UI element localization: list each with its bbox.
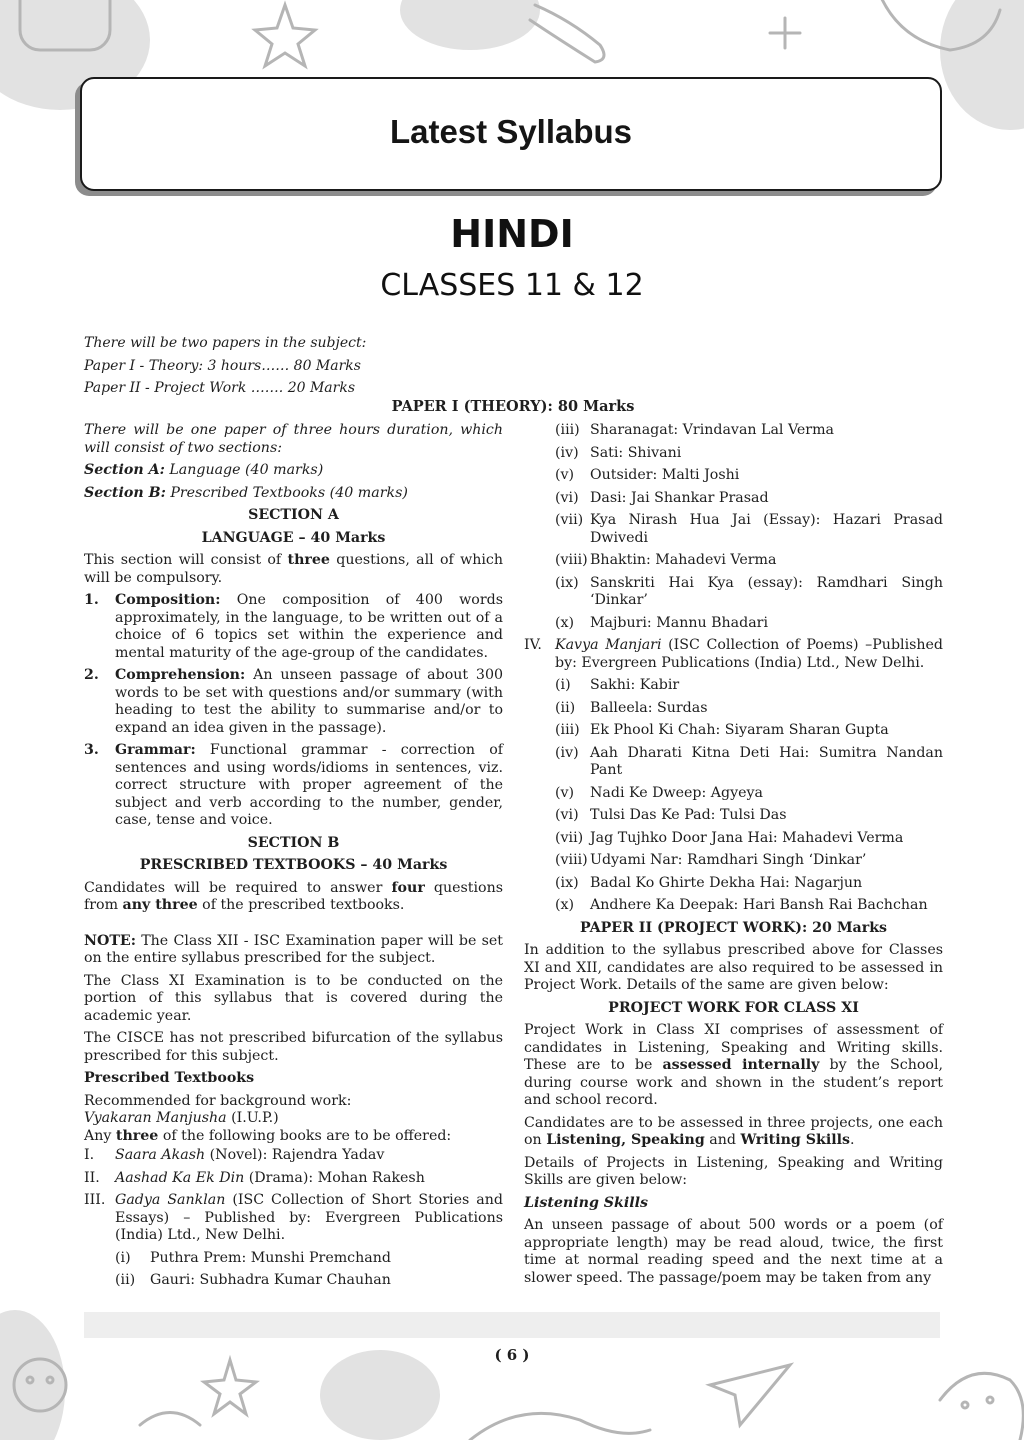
classes-heading: CLASSES 11 & 12 bbox=[380, 268, 644, 303]
project-work-heading: PROJECT WORK FOR CLASS XI bbox=[608, 999, 859, 1016]
listening-skills-heading: Listening Skills bbox=[524, 1194, 649, 1211]
title-banner bbox=[80, 77, 942, 191]
paper2-intro: In addition to the syllabus prescribed above for Classes XI and XII, candidates are also required to be assessed in Project Work. Details of the same are given below: bbox=[524, 942, 943, 993]
left-column bbox=[84, 422, 503, 1295]
section-b-heading: SECTION B bbox=[247, 834, 340, 851]
paper1-marks: 80 Marks bbox=[557, 398, 635, 415]
prescribed-textbooks-heading: Prescribed Textbooks bbox=[84, 1070, 255, 1086]
story-item: (vii) Kya Nirash Hua Jai (Essay): Hazari Prasad Dwivedi bbox=[555, 512, 943, 546]
story-item: (iii) Sharanagat: Vrindavan Lal Verma bbox=[555, 422, 835, 438]
poem-item: (viii) Udyami Nar: Ramdhari Singh ‘Dinkar’ bbox=[555, 852, 867, 868]
paper1-heading bbox=[84, 398, 942, 415]
story-item: (iv) Sati: Shivani bbox=[555, 444, 682, 461]
section-b-intro: Candidates will be required to answer four questions from any three of the prescribed textbooks. bbox=[84, 879, 504, 913]
page-number: ( 6 ) bbox=[494, 1346, 530, 1364]
vyakaran-line: Vyakaran Manjusha (I.U.P.) bbox=[84, 1110, 279, 1126]
poem-item: (ix) Badal Ko Ghirte Dekha Hai: Nagarjun bbox=[555, 874, 863, 891]
numbered-item: 3. Grammar: Functional grammar - correction of sentences and using words/idioms in sentences, viz. correct structure with proper agreement of the subject and verb according to the number, gender, case, tense and voice. bbox=[84, 742, 503, 828]
page-title: Latest Syllabus bbox=[389, 113, 633, 150]
intro-block bbox=[84, 332, 504, 400]
book-item: IV. Kavya Manjari (ISC Collection of Poems) –Published by: Evergreen Publications (India) Ltd., New Delhi. bbox=[524, 637, 943, 671]
numbered-item: 2. Comprehension: An unseen passage of about 300 words to be set with questions and/or summary (with heading to test the ability to summarise and/or to expand an idea given in the passage). bbox=[84, 667, 503, 736]
section-a-heading: SECTION A bbox=[248, 507, 339, 523]
cisce-paragraph: The CISCE has not prescribed bifurcation of the syllabus prescribed for this subject. bbox=[84, 1030, 503, 1064]
poem-item: (x) Andhere Ka Deepak: Hari Bansh Rai Bachchan bbox=[555, 897, 928, 913]
class-xi-paragraph: The Class XI Examination is to be conducted on the portion of this syllabus that is covered during the academic year. bbox=[84, 972, 503, 1024]
story-item: (x) Majburi: Mannu Bhadari bbox=[555, 614, 769, 631]
poem-item: (i) Sakhi: Kabir bbox=[555, 677, 680, 693]
poem-item: (vii) Jag Tujhko Door Jana Hai: Mahadevi Verma bbox=[555, 829, 904, 846]
book-item: II. Aashad Ka Ek Din (Drama): Mohan Rakesh bbox=[84, 1169, 425, 1186]
section-b-line: Section B: Prescribed Textbooks (40 marks) bbox=[84, 484, 408, 501]
intro-line: Paper II - Project Work ……. 20 Marks bbox=[84, 380, 356, 396]
any-three-line: Any three of the following books are to be offered: bbox=[84, 1127, 452, 1144]
note-paragraph: NOTE: The Class XII - ISC Examination paper will be set on the entire syllabus prescribed for the subject. bbox=[84, 932, 503, 966]
numbered-item: 1. Composition: One composition of 400 words approximately, in the language, to be written out of a choice of 6 topics set within the experience and mental maturity of the age-group of the candidates. bbox=[84, 592, 503, 661]
paper2-heading: PAPER II (PROJECT WORK): 20 Marks bbox=[579, 919, 888, 936]
story-item: (viii) Bhaktin: Mahadevi Verma bbox=[555, 552, 777, 568]
details-paragraph: Details of Projects in Listening, Speaking and Writing Skills are given below: bbox=[524, 1154, 943, 1188]
prescribed-heading: PRESCRIBED TEXTBOOKS – 40 Marks bbox=[139, 857, 448, 873]
story-item: (vi) Dasi: Jai Shankar Prasad bbox=[555, 489, 769, 506]
subject-heading: HINDI bbox=[450, 212, 574, 256]
recommended-line: Recommended for background work: bbox=[84, 1092, 352, 1109]
right-column bbox=[524, 422, 943, 1292]
poem-item: (iv) Aah Dharati Kitna Deti Hai: Sumitra Nandan Pant bbox=[555, 744, 943, 778]
language-heading: LANGUAGE – 40 Marks bbox=[201, 529, 386, 546]
listening-skills-paragraph: An unseen passage of about 500 words or a poem (of appropriate length) may be read aloud, twice, the first time at normal reading speed and the next time at a slower speed. The passage/poem may be taken from any bbox=[524, 1217, 943, 1286]
paper1-label: PAPER I (THEORY): bbox=[391, 398, 553, 415]
three-projects-paragraph: Candidates are to be assessed in three projects, one each on Listening, Speaking and Writing Skills. bbox=[524, 1114, 943, 1148]
paper1-description: There will be one paper of three hours duration, which will consist of two sections: bbox=[84, 422, 503, 456]
footer-strip bbox=[84, 1312, 940, 1338]
project-work-paragraph: Project Work in Class XI comprises of assessment of candidates in Listening, Speaking and Writing skills. These are to be assessed internally by the School, during course work and shown in the student’s report and school record. bbox=[524, 1022, 943, 1108]
book-item: III. Gadya Sanklan (ISC Collection of Short Stories and Essays) – Published by: Evergreen Publications (India) Ltd., New Delhi. bbox=[84, 1192, 503, 1243]
book-item: I. Saara Akash (Novel): Rajendra Yadav bbox=[84, 1147, 385, 1163]
intro-line: Paper I - Theory: 3 hours…… 80 Marks bbox=[84, 357, 361, 374]
section-a-intro: This section will consist of three questions, all of which will be compulsory. bbox=[84, 552, 504, 586]
story-item: (v) Outsider: Malti Joshi bbox=[555, 467, 740, 483]
intro-line: There will be two papers in the subject: bbox=[84, 335, 367, 351]
story-item: (ix) Sanskriti Hai Kya (essay): Ramdhari Singh ‘Dinkar’ bbox=[555, 574, 943, 608]
poem-item: (vi) Tulsi Das Ke Pad: Tulsi Das bbox=[555, 807, 787, 823]
poem-item: (ii) Balleela: Surdas bbox=[555, 699, 708, 716]
story-item: (ii) Gauri: Subhadra Kumar Chauhan bbox=[115, 1272, 391, 1288]
poem-item: (iii) Ek Phool Ki Chah: Siyaram Sharan Gupta bbox=[555, 722, 889, 738]
story-item: (i) Puthra Prem: Munshi Premchand bbox=[115, 1249, 391, 1266]
section-a-line: Section A: Language (40 marks) bbox=[84, 462, 324, 478]
poem-item: (v) Nadi Ke Dweep: Agyeya bbox=[555, 784, 764, 801]
